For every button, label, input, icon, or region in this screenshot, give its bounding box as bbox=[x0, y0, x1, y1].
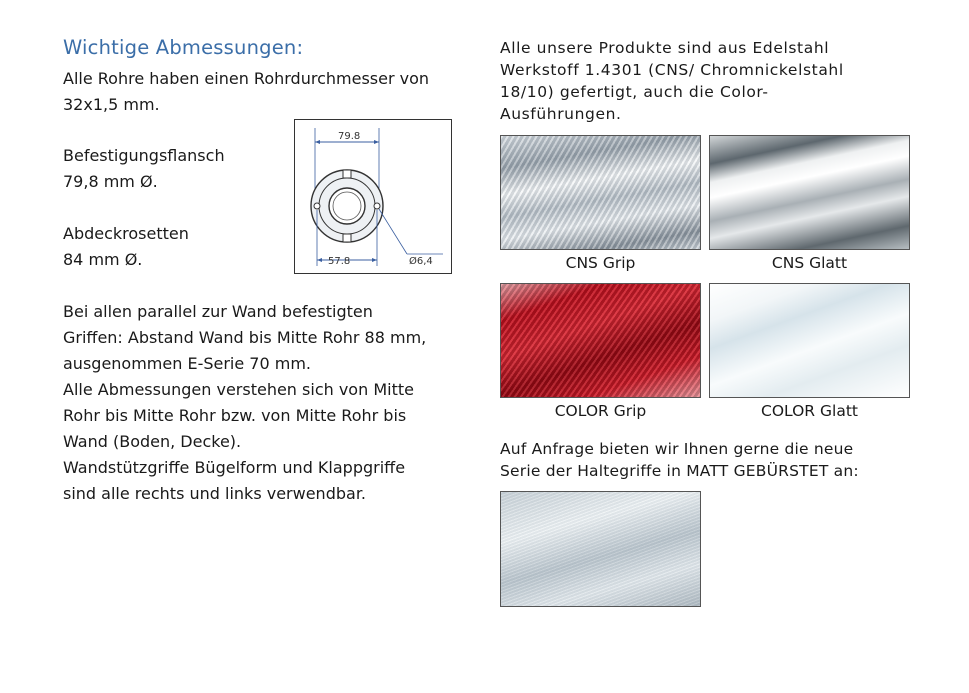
material-intro bbox=[500, 37, 844, 125]
text-line: Alle unsere Produkte sind aus Edelstahl bbox=[500, 39, 830, 57]
caption-color-grip: COLOR Grip bbox=[554, 402, 647, 420]
caption-cns-glatt: CNS Glatt bbox=[771, 254, 848, 272]
text-line: Auf Anfrage bieten wir Ihnen gerne die neue bbox=[500, 440, 854, 458]
flange-drawing bbox=[295, 120, 451, 273]
swatch-color-grip bbox=[500, 283, 701, 398]
swatch-cns-grip bbox=[500, 135, 701, 250]
top-dimension-label: 79.8 bbox=[338, 131, 361, 142]
caption-cns-grip: CNS Grip bbox=[565, 254, 636, 272]
text-line: 79,8 mm Ø. bbox=[63, 172, 158, 191]
text-line: Alle Rohre haben einen Rohrdurchmesser von bbox=[63, 69, 430, 88]
swatch-cns-glatt bbox=[709, 135, 910, 250]
text-line: 18/10) gefertigt, auch die Color- bbox=[500, 83, 769, 101]
text-line: 32x1,5 mm. bbox=[63, 95, 160, 114]
flange-text bbox=[63, 143, 225, 195]
text-line: sind alle rechts und links verwendbar. bbox=[63, 484, 367, 503]
bottom-dimension-label: 57.8 bbox=[328, 256, 351, 267]
swatch-matt-brushed bbox=[500, 491, 701, 607]
text-line: Rohr bis Mitte Rohr bzw. von Mitte Rohr bis bbox=[63, 406, 407, 425]
text-line: Griffen: Abstand Wand bis Mitte Rohr 88 mm, bbox=[63, 328, 427, 347]
text-line: Abdeckrosetten bbox=[63, 224, 189, 243]
text-line: ausgenommen E-Serie 70 mm. bbox=[63, 354, 311, 373]
text-line: Wandstützgriffe Bügelform und Klappgriffe bbox=[63, 458, 406, 477]
matt-request-text bbox=[500, 438, 859, 482]
mounting-paragraph bbox=[63, 299, 426, 507]
text-line: Wand (Boden, Decke). bbox=[63, 432, 242, 451]
swatch-color-glatt bbox=[709, 283, 910, 398]
text-line: 84 mm Ø. bbox=[63, 250, 143, 269]
text-line: Ausführungen. bbox=[500, 105, 622, 123]
text-line: Serie der Haltegriffe in MATT GEBÜRSTET an: bbox=[500, 462, 859, 480]
text-line: Werkstoff 1.4301 (CNS/ Chromnickelstahl bbox=[500, 61, 844, 79]
rosette-text bbox=[63, 221, 189, 273]
flange-diagram bbox=[294, 119, 452, 274]
caption-color-glatt: COLOR Glatt bbox=[761, 402, 858, 420]
text-line: Befestigungsflansch bbox=[63, 146, 225, 165]
hole-dimension-label: Ø6,4 bbox=[409, 256, 433, 267]
section-heading: Wichtige Abmessungen: bbox=[63, 36, 304, 59]
text-line: Alle Abmessungen verstehen sich von Mitte bbox=[63, 380, 414, 399]
pipe-diameter-text bbox=[63, 66, 429, 118]
text-line: Bei allen parallel zur Wand befestigten bbox=[63, 302, 373, 321]
